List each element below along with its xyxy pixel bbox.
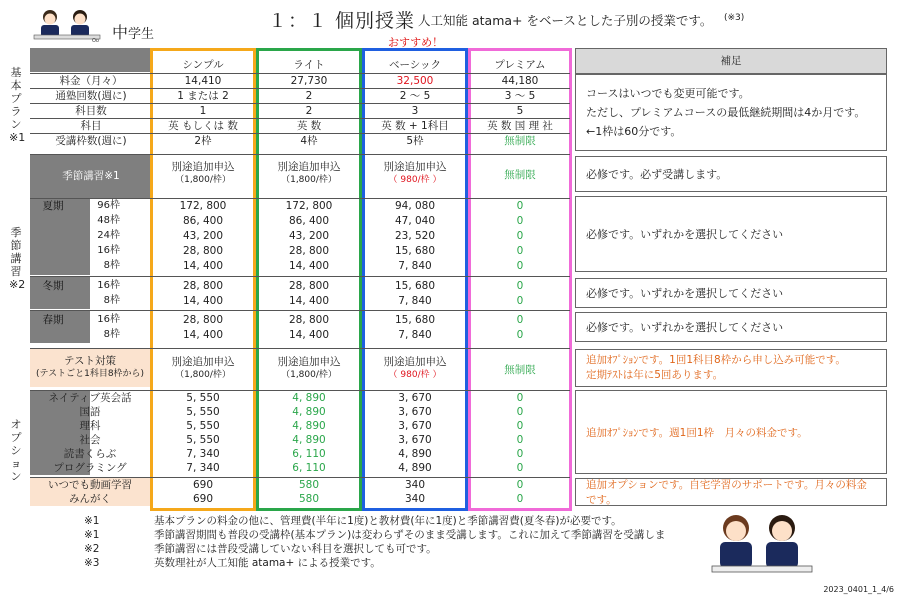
footer-code: 2023_0401_1_4/6	[823, 585, 894, 594]
footnote: ※1 基本プランの料金の他に、管理費(半年に1度)と教材費(年に1度)と季節講習費(夏冬春)が必要です。	[84, 515, 622, 527]
table-row: ネイティブ英会話 5, 550 4, 890 3, 670 0	[48, 392, 524, 404]
table-row: 8枠 14, 400 14, 400 7, 840 0	[103, 329, 524, 341]
recommend-badge: おすすめ！	[388, 36, 444, 49]
weekly-options-note: 追加ｵﾌﾟｼｮﾝです。週1回1枠 月々の料金です。	[575, 390, 887, 474]
seasonal-label: 季節講習※1	[62, 170, 120, 182]
footnote: ※2 季節講習には普段受講していない科目を選択しても可です。	[84, 543, 437, 555]
side-label-seasonal: 季節講習※2	[9, 226, 26, 291]
side-label-options: オプション	[10, 418, 22, 483]
self-study-note: 追加オプションです。自宅学習のサポートです。月々の料金です。	[575, 478, 887, 506]
table-row: 8枠 14, 400 14, 400 7, 840 0	[103, 260, 524, 272]
summer-period: 夏期	[42, 200, 64, 212]
table-row: 理科 5, 550 4, 890 3, 670 0	[79, 420, 524, 432]
table-row: 読書くらぶ 7, 340 6, 110 4, 890 0	[63, 448, 524, 460]
basic-row: 受講枠数(週に) 2枠 4枠 5枠 無制限	[55, 135, 536, 147]
grade-label: 中学生	[112, 23, 155, 42]
test-note: 追加ｵﾌﾟｼｮﾝです。1回1科目8枠から申し込み可能です。 定期ﾃｽﾄは年に5回あります。	[575, 349, 887, 387]
table-row: 16枠 28, 800 28, 800 15, 680 0	[97, 314, 524, 326]
table-row: みんがく 690 580 340 0	[69, 493, 524, 505]
table-row: 社会 5, 550 4, 890 3, 670 0	[79, 434, 524, 446]
table-row: 国語 5, 550 4, 890 3, 670 0	[79, 406, 524, 418]
subtitle-note: (※3)	[724, 13, 745, 23]
students-illustration-top	[30, 4, 108, 44]
table-row: 48枠 86, 400 86, 400 47, 040 0	[97, 215, 524, 227]
table-row: いつでも動画学習 690 580 340 0	[48, 479, 524, 491]
table-row: プログラミング 7, 340 6, 110 4, 890 0	[53, 462, 524, 474]
winter-note: 必修です。いずれかを選択してください	[575, 278, 887, 308]
basic-row: 科目 英 もしくは 数 英 数 英 数 + 1科目 英 数 国 理 社	[80, 120, 553, 132]
plan-header-light: ライト	[293, 59, 325, 71]
svg-text:Oo: Oo	[92, 38, 99, 44]
table-row: 16枠 28, 800 28, 800 15, 680 0	[97, 245, 524, 257]
students-illustration-bottom	[706, 508, 818, 582]
seasonal-note: 必修です。必ず受講します。	[575, 156, 887, 192]
table-row: 24枠 43, 200 43, 200 23, 520 0	[97, 230, 524, 242]
footnote: ※1 季節講習期間も普段の受講枠(基本プラン)は変わらずそのまま受講します。これに加えて季節講習を受講しま	[84, 529, 666, 541]
winter-period: 冬期	[42, 280, 64, 292]
summer-note: 必修です。いずれかを選択してください	[575, 196, 887, 272]
basic-row: 科目数 1 2 3 5	[75, 105, 524, 117]
footnote: ※3 英数理社が人工知能 atama+ による授業です。	[84, 557, 381, 569]
spring-period: 春期	[42, 314, 64, 326]
plan-header-simple: シンプル	[182, 59, 224, 71]
spring-note: 必修です。いずれかを選択してください	[575, 312, 887, 342]
basic-row: 通塾回数(週に) 1 または 2 2 2 ～ 5 3 ～ 5	[55, 90, 536, 102]
plan-header-premium: プレミアム	[494, 59, 546, 71]
table-row: 96枠 172, 800 172, 800 94, 080 0	[97, 200, 524, 212]
page-title: １：１ 個別授業	[268, 10, 416, 32]
notes-header: 補足	[575, 48, 887, 74]
plan-header-basic: ベーシック	[388, 59, 442, 71]
table-row: 8枠 14, 400 14, 400 7, 840 0	[103, 295, 524, 307]
test-label: テスト対策 (テストごと1科目8枠から)	[35, 355, 145, 379]
side-label-basic: 基本プラン※1	[9, 66, 26, 144]
basic-row: 料金（月々） 14,410 27,730 32,500 44,180	[59, 75, 539, 87]
table-row: 16枠 28, 800 28, 800 15, 680 0	[97, 280, 524, 292]
page-subtitle: 人工知能 atama+ をベースとした子別の授業です。	[418, 13, 713, 28]
basic-note: コースはいつでも変更可能です。 ただし、プレミアムコースの最低継続期間は4か月です。 ←1枠は60分です。	[575, 74, 887, 151]
